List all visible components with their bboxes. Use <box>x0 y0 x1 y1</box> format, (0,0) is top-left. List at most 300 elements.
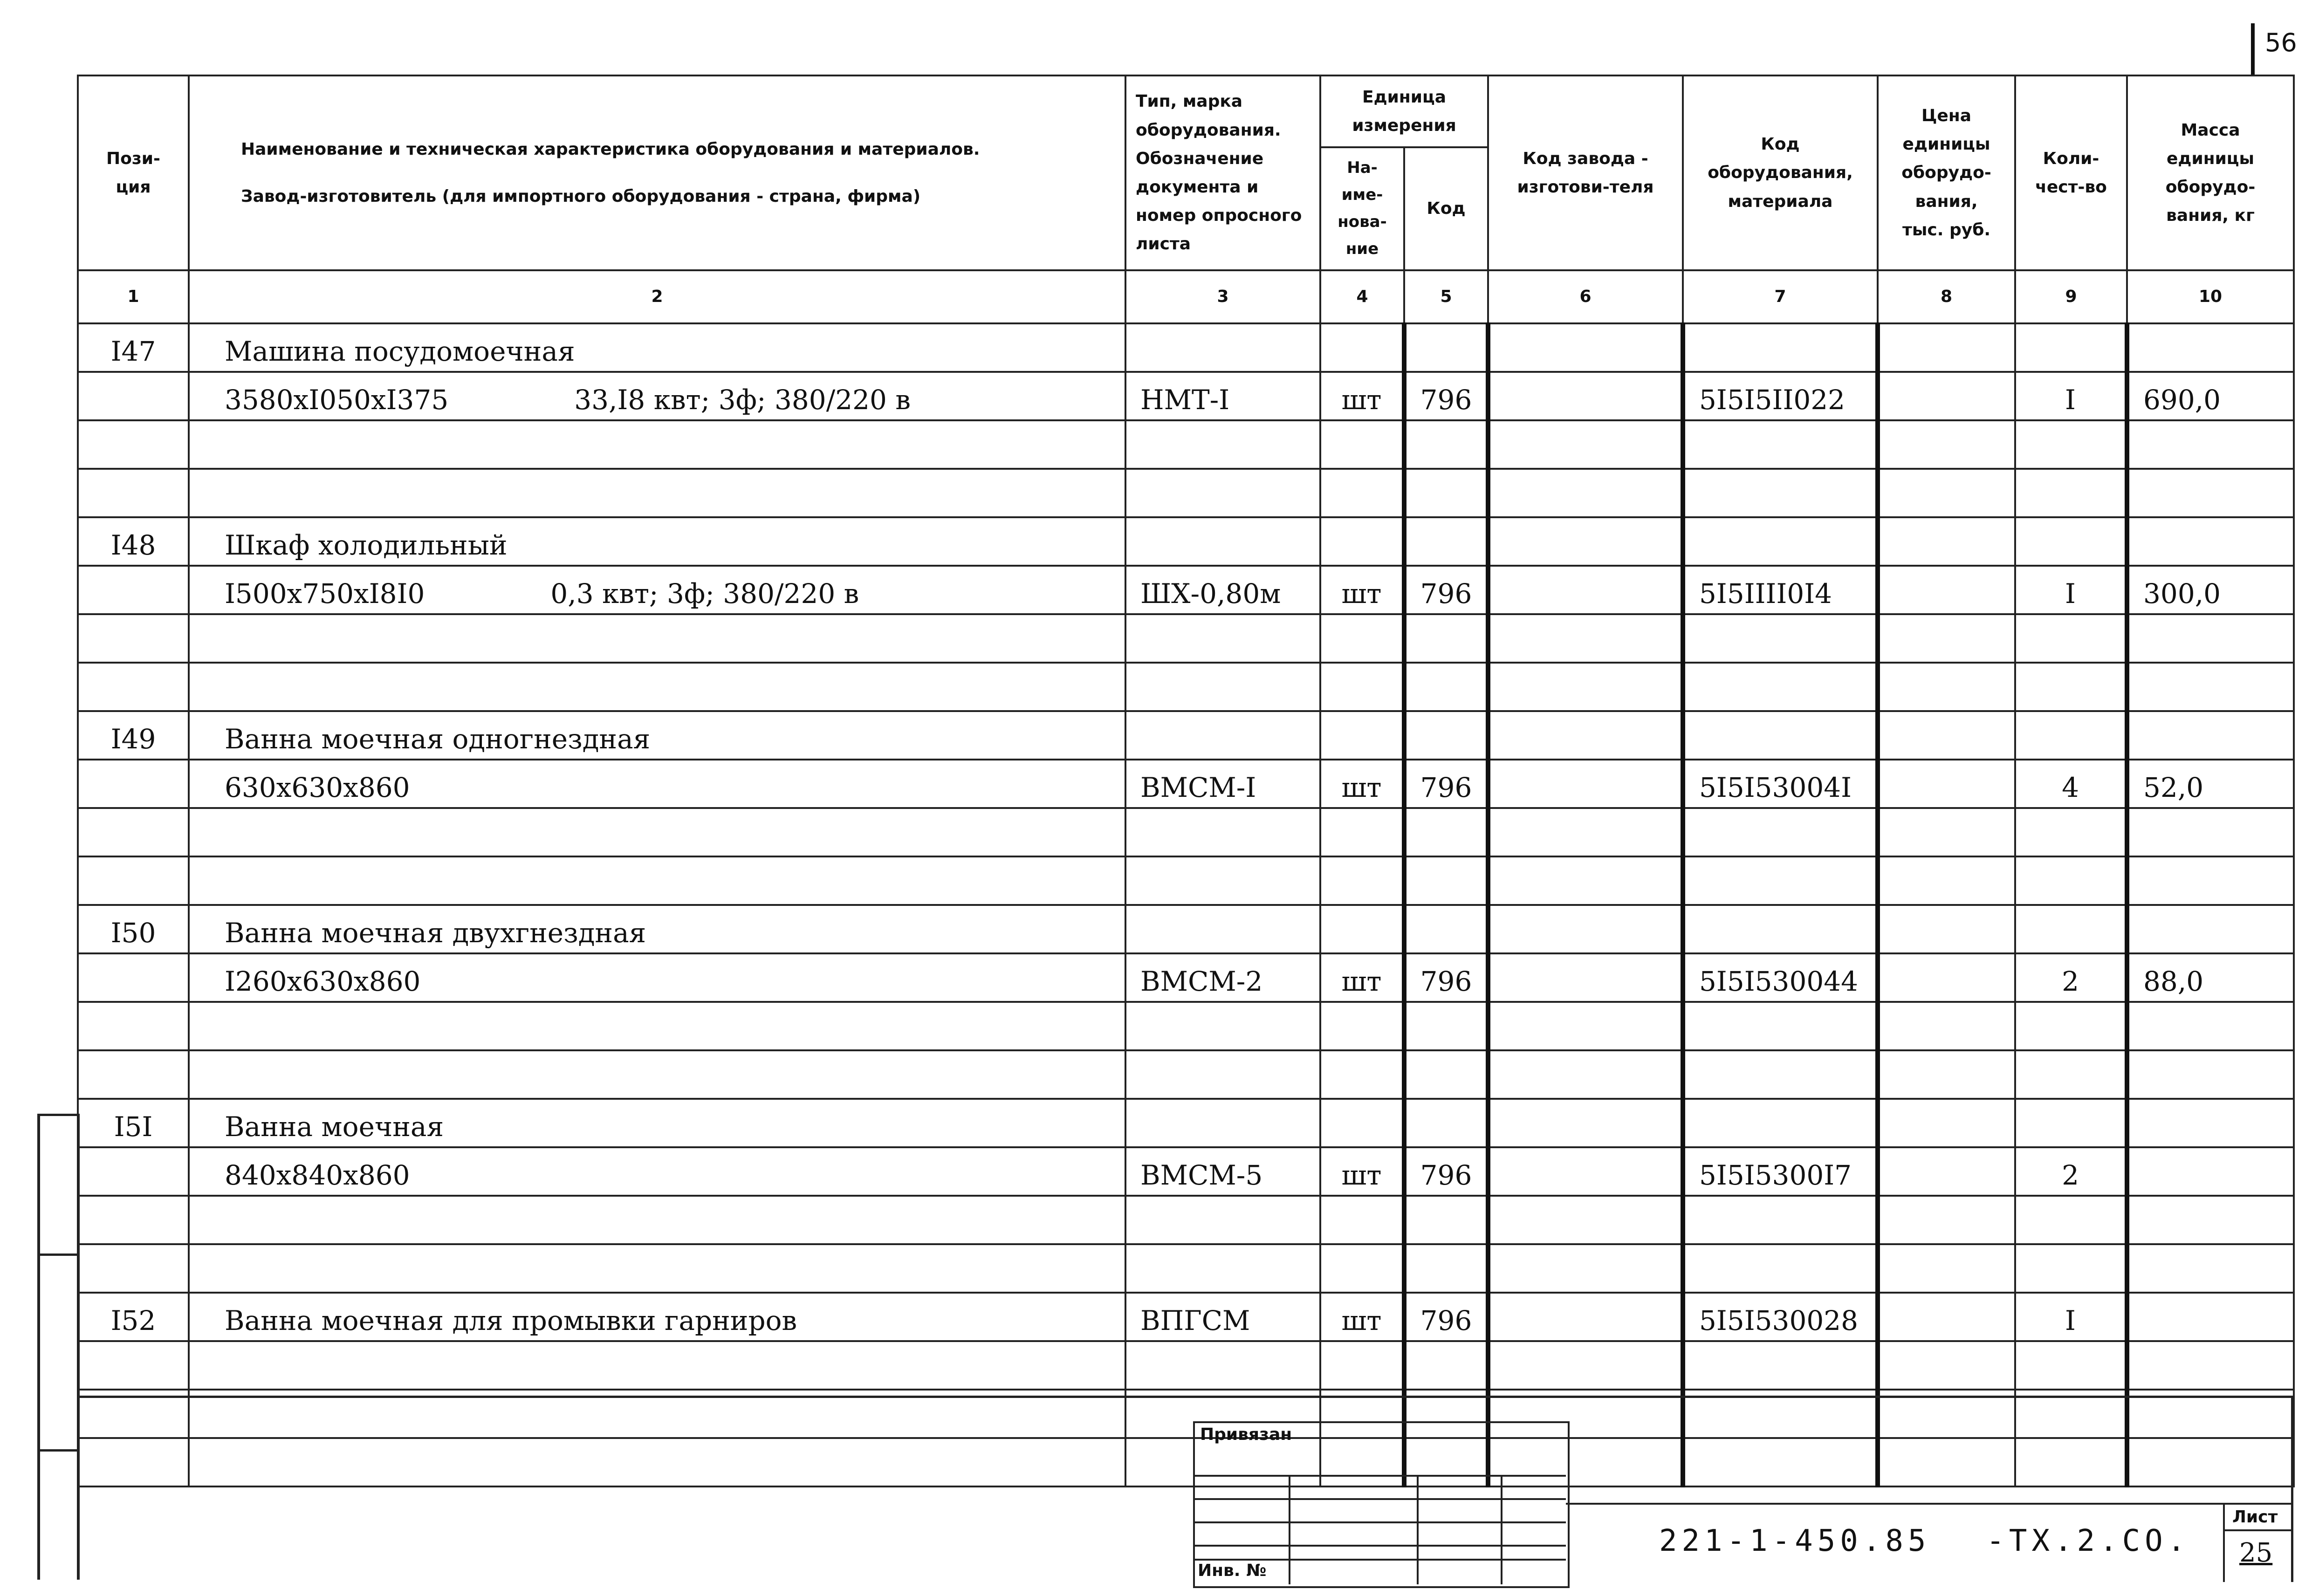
frame-right-line <box>2291 1396 2293 1582</box>
position-cell <box>78 856 189 905</box>
qty-cell <box>2015 905 2127 953</box>
qty-cell <box>2015 1099 2127 1147</box>
mass-cell <box>2127 1196 2294 1244</box>
table-row <box>78 953 2294 1002</box>
mfr-code-cell <box>1488 1244 1683 1293</box>
qty-cell <box>2015 808 2127 856</box>
equip-code-cell <box>1683 420 1878 469</box>
type-cell: НМТ-I <box>1125 372 1320 420</box>
table-row <box>78 517 2294 566</box>
mass-cell: 300,0 <box>2127 566 2294 614</box>
mfr-code-cell <box>1488 420 1683 469</box>
price-cell <box>1878 856 2015 905</box>
type-cell <box>1125 1050 1320 1099</box>
name-cell <box>189 1147 1125 1196</box>
equip-code-cell <box>1683 808 1878 856</box>
unit-code-cell: 796 <box>1404 566 1488 614</box>
table-row <box>78 1099 2294 1147</box>
table-row <box>78 1147 2294 1196</box>
table-row <box>78 905 2294 953</box>
name-cell <box>189 856 1125 905</box>
power-spec: 33,I8 квт; 3ф; 380/220 в <box>574 384 911 416</box>
mfr-code-cell <box>1488 614 1683 663</box>
mass-cell: 690,0 <box>2127 372 2294 420</box>
mfr-code-cell <box>1488 517 1683 566</box>
name-cell <box>189 1244 1125 1293</box>
mfr-code-cell <box>1488 1099 1683 1147</box>
type-cell <box>1125 663 1320 711</box>
col-number: 2 <box>189 270 1125 323</box>
title-block-line <box>2223 1503 2225 1582</box>
mfr-code-cell <box>1488 663 1683 711</box>
sheet-label: Лист <box>2232 1507 2278 1527</box>
unit-code-cell <box>1404 1244 1488 1293</box>
header-unit-name: На-име-нова-ние <box>1320 147 1404 270</box>
mfr-code-cell <box>1488 711 1683 760</box>
margin-line <box>37 1254 79 1256</box>
position-cell <box>78 663 189 711</box>
col-number: 6 <box>1488 270 1683 323</box>
table-row <box>78 420 2294 469</box>
unit-name-cell <box>1320 1196 1404 1244</box>
equip-code-cell <box>1683 711 1878 760</box>
header-type: Тип, марка оборудования. Обозначение документа и номер опросного листа <box>1125 75 1320 270</box>
title-block-line <box>1193 1498 1566 1500</box>
equip-code-cell <box>1683 856 1878 905</box>
unit-code-cell: 796 <box>1404 953 1488 1002</box>
mfr-code-cell <box>1488 953 1683 1002</box>
mass-cell: 88,0 <box>2127 953 2294 1002</box>
title-block-line <box>2223 1529 2293 1531</box>
position-cell <box>78 1244 189 1293</box>
document-code: 221-1-450.85 -ТХ.2.СО. <box>1659 1524 2190 1558</box>
name-cell <box>189 614 1125 663</box>
unit-name-cell: шт <box>1320 566 1404 614</box>
header-unit-group: Единица измерения <box>1320 75 1488 147</box>
unit-name-cell <box>1320 1099 1404 1147</box>
price-cell <box>1878 372 2015 420</box>
col-number: 5 <box>1404 270 1488 323</box>
table-row <box>78 372 2294 420</box>
name-cell <box>189 808 1125 856</box>
table-row <box>78 1050 2294 1099</box>
position-cell <box>78 420 189 469</box>
price-cell <box>1878 760 2015 808</box>
unit-code-cell <box>1404 663 1488 711</box>
mass-cell <box>2127 420 2294 469</box>
dimensions: I500x750xI8I0 <box>225 578 425 610</box>
mass-cell <box>2127 1244 2294 1293</box>
dimensions: 840x840x860 <box>225 1159 410 1191</box>
equip-code-cell: 5I5I5300I7 <box>1683 1147 1878 1196</box>
mfr-code-cell <box>1488 808 1683 856</box>
table-body <box>78 323 2294 1486</box>
price-cell <box>1878 1341 2015 1390</box>
table-row <box>78 760 2294 808</box>
mass-cell <box>2127 711 2294 760</box>
table-row <box>78 566 2294 614</box>
type-cell: ШХ-0,80м <box>1125 566 1320 614</box>
name-cell <box>189 469 1125 517</box>
unit-name-cell <box>1320 420 1404 469</box>
col-number: 7 <box>1683 270 1878 323</box>
unit-name-cell: шт <box>1320 953 1404 1002</box>
position-cell <box>78 614 189 663</box>
margin-line <box>77 1114 80 1580</box>
unit-name-cell <box>1320 1002 1404 1050</box>
mfr-code-cell <box>1488 1050 1683 1099</box>
mass-cell <box>2127 1293 2294 1341</box>
name-cell: Ванна моечная двухгнездная <box>189 905 1125 953</box>
margin-line <box>37 1114 40 1580</box>
price-cell <box>1878 1293 2015 1341</box>
name-cell <box>189 566 1125 614</box>
mass-cell <box>2127 808 2294 856</box>
equip-code-cell <box>1683 614 1878 663</box>
type-cell <box>1125 711 1320 760</box>
unit-name-cell <box>1320 517 1404 566</box>
price-cell <box>1878 420 2015 469</box>
header-mfr-code: Код завода - изготови-теля <box>1488 75 1683 270</box>
qty-cell <box>2015 1050 2127 1099</box>
price-cell <box>1878 1002 2015 1050</box>
position-cell <box>78 808 189 856</box>
qty-cell <box>2015 420 2127 469</box>
title-block-line <box>1193 1559 1566 1561</box>
equip-code-cell <box>1683 1099 1878 1147</box>
col-number: 9 <box>2015 270 2127 323</box>
equip-code-cell <box>1683 905 1878 953</box>
margin-line <box>37 1449 79 1452</box>
mfr-code-cell <box>1488 1196 1683 1244</box>
mass-cell: 52,0 <box>2127 760 2294 808</box>
mass-cell <box>2127 1002 2294 1050</box>
mfr-code-cell <box>1488 1147 1683 1196</box>
col-number: 4 <box>1320 270 1404 323</box>
position-cell <box>78 566 189 614</box>
unit-code-cell: 796 <box>1404 1293 1488 1341</box>
table-row <box>78 1002 2294 1050</box>
unit-name-cell: шт <box>1320 372 1404 420</box>
type-cell: ВМСМ-2 <box>1125 953 1320 1002</box>
margin-line <box>37 1114 79 1116</box>
mfr-code-cell <box>1488 1293 1683 1341</box>
qty-cell <box>2015 1244 2127 1293</box>
page-number: 56 <box>2265 28 2297 57</box>
equip-code-cell: 5I5I530044 <box>1683 953 1878 1002</box>
unit-code-cell <box>1404 1002 1488 1050</box>
price-cell <box>1878 614 2015 663</box>
price-cell <box>1878 711 2015 760</box>
position-cell: I52 <box>78 1293 189 1341</box>
header-row-1 <box>78 75 2294 147</box>
unit-code-cell <box>1404 1341 1488 1390</box>
mfr-code-cell <box>1488 905 1683 953</box>
price-cell <box>1878 1050 2015 1099</box>
table-row <box>78 1293 2294 1341</box>
price-cell <box>1878 663 2015 711</box>
unit-name-cell <box>1320 856 1404 905</box>
column-number-row <box>78 270 2294 323</box>
unit-name-cell <box>1320 469 1404 517</box>
qty-cell: 2 <box>2015 953 2127 1002</box>
mass-cell <box>2127 1050 2294 1099</box>
unit-name-cell <box>1320 663 1404 711</box>
table-row <box>78 663 2294 711</box>
table-row <box>78 323 2294 372</box>
price-cell <box>1878 517 2015 566</box>
qty-cell <box>2015 856 2127 905</box>
price-cell <box>1878 1099 2015 1147</box>
mfr-code-cell <box>1488 469 1683 517</box>
name-cell <box>189 760 1125 808</box>
unit-code-cell <box>1404 808 1488 856</box>
mass-cell <box>2127 517 2294 566</box>
type-cell <box>1125 1002 1320 1050</box>
name-cell: Машина посудомоечная <box>189 323 1125 372</box>
mass-cell <box>2127 1341 2294 1390</box>
col-number: 1 <box>78 270 189 323</box>
position-cell <box>78 469 189 517</box>
type-cell <box>1125 905 1320 953</box>
dimensions: I260x630x860 <box>225 966 421 997</box>
col-number: 10 <box>2127 270 2294 323</box>
equip-code-cell <box>1683 517 1878 566</box>
dimensions: 3580xI050xI375 <box>225 384 449 416</box>
mass-cell <box>2127 614 2294 663</box>
position-cell: I50 <box>78 905 189 953</box>
type-cell <box>1125 808 1320 856</box>
type-cell <box>1125 1099 1320 1147</box>
type-cell <box>1125 420 1320 469</box>
header-unit-code: Код <box>1404 147 1488 270</box>
unit-code-cell <box>1404 614 1488 663</box>
header-price: Цена единицы оборудо-вания, тыс. руб. <box>1878 75 2015 270</box>
mass-cell <box>2127 1438 2294 1486</box>
dimensions: 630x630x860 <box>225 772 410 803</box>
unit-name-cell <box>1320 905 1404 953</box>
title-block-line <box>1417 1475 1419 1584</box>
equip-code-cell <box>1683 469 1878 517</box>
mass-cell <box>2127 323 2294 372</box>
type-cell <box>1125 517 1320 566</box>
mfr-code-cell <box>1488 323 1683 372</box>
name-cell: Ванна моечная <box>189 1099 1125 1147</box>
name-cell <box>189 1050 1125 1099</box>
equip-code-cell <box>1683 1438 1878 1486</box>
frame-bottom-line <box>77 1396 2293 1398</box>
mass-cell <box>2127 469 2294 517</box>
qty-cell: I <box>2015 566 2127 614</box>
unit-code-cell <box>1404 517 1488 566</box>
equip-code-cell <box>1683 663 1878 711</box>
table-row <box>78 469 2294 517</box>
type-cell <box>1125 856 1320 905</box>
header-mass: Масса единицы оборудо-вания, кг <box>2127 75 2294 270</box>
inventory-number-label: Инв. № <box>1198 1561 1267 1580</box>
type-cell <box>1125 1244 1320 1293</box>
table-row <box>78 808 2294 856</box>
name-cell: Ванна моечная для промывки гарниров <box>189 1293 1125 1341</box>
unit-name-cell <box>1320 1341 1404 1390</box>
equip-code-cell <box>1683 1341 1878 1390</box>
name-cell <box>189 953 1125 1002</box>
table-row <box>78 856 2294 905</box>
page-number-divider <box>2251 23 2255 75</box>
title-block-line <box>1193 1521 1566 1523</box>
price-cell <box>1878 1147 2015 1196</box>
table-row <box>78 1196 2294 1244</box>
qty-cell <box>2015 517 2127 566</box>
qty-cell <box>2015 1196 2127 1244</box>
position-cell <box>78 760 189 808</box>
unit-code-cell <box>1404 1099 1488 1147</box>
mfr-code-cell <box>1488 760 1683 808</box>
position-cell: I47 <box>78 323 189 372</box>
type-cell: ВПГСМ <box>1125 1293 1320 1341</box>
unit-name-cell: шт <box>1320 1147 1404 1196</box>
type-cell <box>1125 1341 1320 1390</box>
unit-code-cell <box>1404 905 1488 953</box>
qty-cell <box>2015 711 2127 760</box>
price-cell <box>1878 808 2015 856</box>
unit-name-cell <box>1320 323 1404 372</box>
title-block-line <box>1566 1503 2293 1505</box>
type-cell <box>1125 469 1320 517</box>
mass-cell <box>2127 1147 2294 1196</box>
header-equip-code: Код оборудования, материала <box>1683 75 1878 270</box>
title-block-line <box>1501 1475 1502 1584</box>
qty-cell <box>2015 1438 2127 1486</box>
position-cell <box>78 1196 189 1244</box>
mass-cell <box>2127 1099 2294 1147</box>
name-cell <box>189 1196 1125 1244</box>
position-cell: I48 <box>78 517 189 566</box>
equip-code-cell: 5I5IIII0I4 <box>1683 566 1878 614</box>
table-row <box>78 1438 2294 1486</box>
unit-name-cell <box>1320 1050 1404 1099</box>
equip-code-cell <box>1683 1050 1878 1099</box>
mfr-code-cell <box>1488 566 1683 614</box>
mass-cell <box>2127 663 2294 711</box>
mass-cell <box>2127 856 2294 905</box>
bound-label: Привязан <box>1200 1425 1292 1444</box>
table-row <box>78 1341 2294 1390</box>
unit-code-cell <box>1404 323 1488 372</box>
type-cell <box>1125 1196 1320 1244</box>
position-cell <box>78 1341 189 1390</box>
equipment-spec-table <box>77 75 2295 1487</box>
unit-code-cell <box>1404 711 1488 760</box>
name-cell <box>189 1002 1125 1050</box>
qty-cell <box>2015 1341 2127 1390</box>
name-cell <box>189 420 1125 469</box>
equip-code-cell <box>1683 323 1878 372</box>
price-cell <box>1878 953 2015 1002</box>
unit-name-cell <box>1320 1244 1404 1293</box>
qty-cell <box>2015 614 2127 663</box>
price-cell <box>1878 323 2015 372</box>
equip-code-cell: 5I5I53004I <box>1683 760 1878 808</box>
mfr-code-cell <box>1488 1002 1683 1050</box>
table-row <box>78 711 2294 760</box>
position-cell: I5I <box>78 1099 189 1147</box>
qty-cell: I <box>2015 1293 2127 1341</box>
type-cell: ВМСМ-I <box>1125 760 1320 808</box>
mfr-code-cell <box>1488 856 1683 905</box>
position-cell <box>78 1147 189 1196</box>
unit-name-cell: шт <box>1320 760 1404 808</box>
title-block-line <box>1193 1545 1566 1547</box>
name-cell <box>189 663 1125 711</box>
title-block-line <box>1193 1475 1566 1477</box>
sheet-number: 25 <box>2239 1538 2273 1568</box>
unit-code-cell <box>1404 856 1488 905</box>
mfr-code-cell <box>1488 372 1683 420</box>
name-cell <box>189 372 1125 420</box>
power-spec: 0,3 квт; 3ф; 380/220 в <box>550 578 859 610</box>
equip-code-cell: 5I5I5II022 <box>1683 372 1878 420</box>
equip-code-cell <box>1683 1244 1878 1293</box>
qty-cell <box>2015 469 2127 517</box>
unit-code-cell: 796 <box>1404 372 1488 420</box>
header-position: Пози- ция <box>78 75 189 270</box>
header-qty: Коли-чест-во <box>2015 75 2127 270</box>
qty-cell: 4 <box>2015 760 2127 808</box>
position-cell <box>78 1438 189 1486</box>
price-cell <box>1878 1438 2015 1486</box>
type-cell: ВМСМ-5 <box>1125 1147 1320 1196</box>
unit-name-cell: шт <box>1320 1293 1404 1341</box>
unit-code-cell <box>1404 469 1488 517</box>
position-cell: I49 <box>78 711 189 760</box>
qty-cell: 2 <box>2015 1147 2127 1196</box>
price-cell <box>1878 469 2015 517</box>
unit-code-cell: 796 <box>1404 1147 1488 1196</box>
unit-name-cell <box>1320 808 1404 856</box>
name-cell <box>189 1438 1125 1486</box>
unit-code-cell <box>1404 1196 1488 1244</box>
equip-code-cell <box>1683 1196 1878 1244</box>
col-number: 8 <box>1878 270 2015 323</box>
title-block-line <box>1289 1475 1290 1584</box>
position-cell <box>78 1050 189 1099</box>
qty-cell <box>2015 323 2127 372</box>
unit-name-cell <box>1320 614 1404 663</box>
qty-cell: I <box>2015 372 2127 420</box>
col-number: 3 <box>1125 270 1320 323</box>
table-row <box>78 1244 2294 1293</box>
table-row <box>78 614 2294 663</box>
qty-cell <box>2015 663 2127 711</box>
unit-name-cell <box>1320 711 1404 760</box>
position-cell <box>78 1002 189 1050</box>
price-cell <box>1878 1244 2015 1293</box>
qty-cell <box>2015 1002 2127 1050</box>
price-cell <box>1878 566 2015 614</box>
unit-code-cell: 796 <box>1404 760 1488 808</box>
position-cell <box>78 372 189 420</box>
type-cell <box>1125 323 1320 372</box>
unit-code-cell <box>1404 420 1488 469</box>
equip-code-cell <box>1683 1002 1878 1050</box>
position-cell <box>78 953 189 1002</box>
name-cell: Шкаф холодильный <box>189 517 1125 566</box>
name-cell <box>189 1341 1125 1390</box>
name-cell: Ванна моечная одногнездная <box>189 711 1125 760</box>
header-name: Наименование и техническая характеристика оборудования и материалов. Завод-изготовитель (для импортного оборудования - страна, фирма) <box>189 75 1125 270</box>
equip-code-cell: 5I5I530028 <box>1683 1293 1878 1341</box>
